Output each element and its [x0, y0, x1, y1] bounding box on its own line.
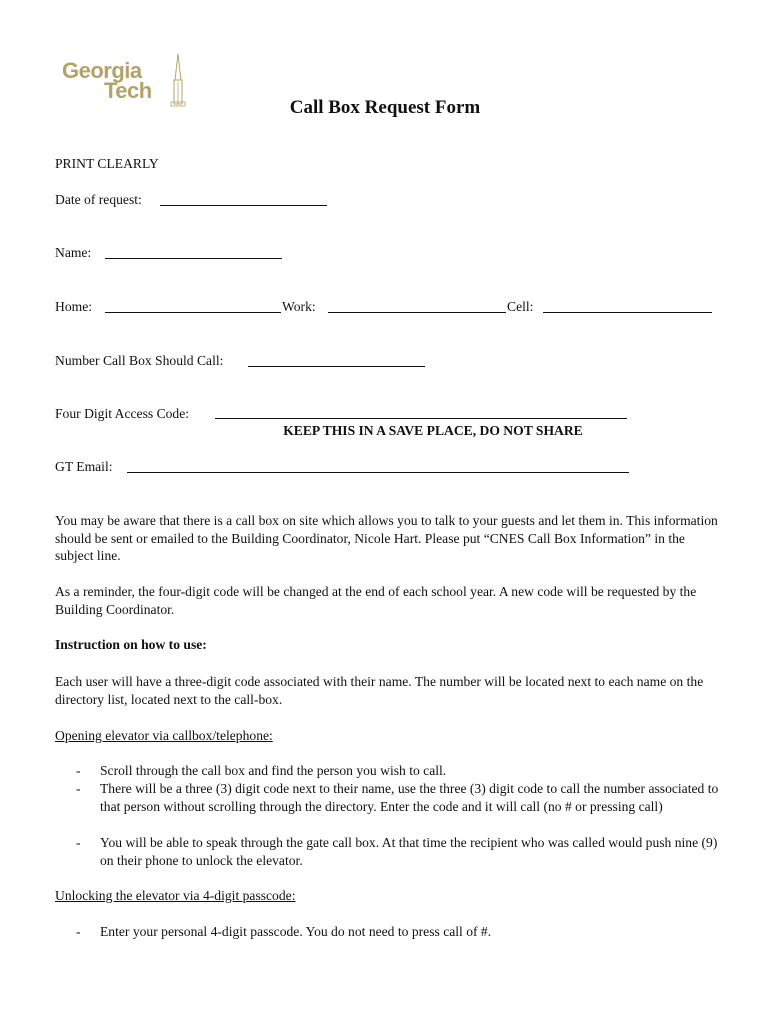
cell-phone-field[interactable] [543, 312, 712, 313]
access-code-field[interactable] [215, 418, 627, 419]
intro-paragraph: You may be aware that there is a call box on site which allows you to talk to your guests and let them in. This information should be sent or emailed to the Building Coordinator, Nicole Hart. Please put “CNES Call Box Information” in the subject line. [55, 513, 718, 563]
print-clearly-label: PRINT CLEARLY [55, 156, 159, 171]
list-item-text: There will be a three (3) digit code next to their name, use the three (3) digit code to call the number associated to that person without scrolling through the directory. Enter the code and it will call (no # or pressing call) [100, 781, 719, 814]
opening-elevator-heading: Opening elevator via callbox/telephone: [55, 728, 273, 743]
number-call-label: Number Call Box Should Call: [55, 353, 224, 368]
keep-safe-warning: KEEP THIS IN A SAVE PLACE, DO NOT SHARE [283, 423, 583, 438]
bullet-dash: - [76, 763, 81, 778]
bullet-dash: - [76, 835, 81, 850]
work-label: Work: [282, 299, 316, 314]
page-title [0, 97, 770, 119]
home-phone-field[interactable] [105, 312, 281, 313]
work-phone-field[interactable] [328, 312, 506, 313]
usage-paragraph: Each user will have a three-digit code associated with their name. The number will be located next to each name on the directory list, located next to the call-box. [55, 674, 704, 707]
cell-label: Cell: [507, 299, 534, 314]
unlocking-elevator-heading: Unlocking the elevator via 4-digit passcode: [55, 888, 296, 903]
gt-email-field[interactable] [127, 472, 629, 473]
list-item-text: Enter your personal 4-digit passcode. You do not need to press call of #. [100, 924, 492, 939]
bullet-dash: - [76, 924, 81, 939]
logo-word-tech: Tech [104, 78, 152, 103]
name-label: Name: [55, 245, 92, 260]
number-call-field[interactable] [248, 366, 425, 367]
name-field[interactable] [105, 258, 282, 259]
list-item-text: Scroll through the call box and find the person you wish to call. [100, 763, 447, 778]
date-label: Date of request: [55, 192, 142, 207]
instruction-heading: Instruction on how to use: [55, 637, 207, 652]
list-item-text: You will be able to speak through the gate call box. At that time the recipient who was called would push nine (9) on their phone to unlock the elevator. [100, 835, 718, 868]
bullet-dash: - [76, 781, 81, 796]
page-title-text: Call Box Request Form [289, 97, 481, 118]
access-code-label: Four Digit Access Code: [55, 406, 190, 421]
logo-word-georgia: Georgia [62, 58, 142, 83]
gt-email-label: GT Email: [55, 459, 113, 474]
date-field[interactable] [160, 205, 327, 206]
reminder-paragraph: As a reminder, the four-digit code will be changed at the end of each school year. A new code will be requested by the Building Coordinator. [55, 584, 697, 617]
home-label: Home: [55, 299, 92, 314]
